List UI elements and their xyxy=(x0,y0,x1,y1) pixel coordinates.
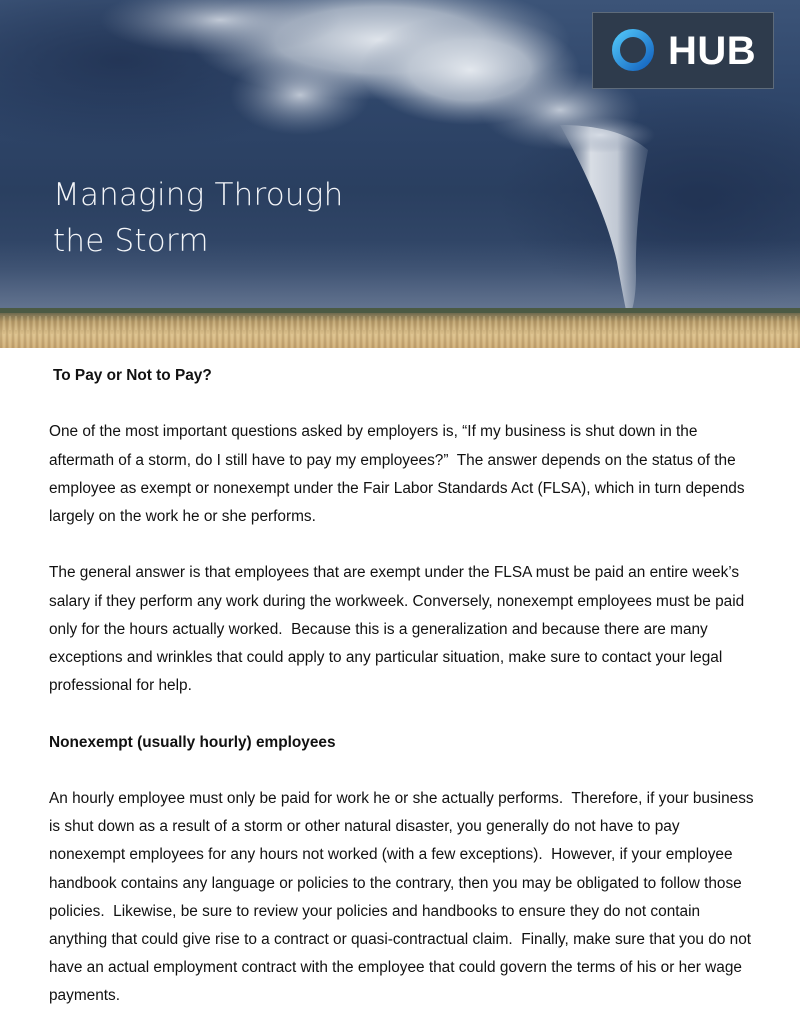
hero-banner xyxy=(0,0,800,348)
hub-ring-icon xyxy=(611,28,655,72)
article-body xyxy=(49,362,759,1035)
section-heading-pay: To Pay or Not to Pay? xyxy=(53,367,212,384)
hub-logo xyxy=(592,12,774,89)
paragraph: The general answer is that employees that are exempt under the FLSA must be paid an entire week’s salary if they perform any work during the workweek. Conversely, nonexempt employees must be paid only for the hours actually worked. Because this is a generalization and because there are many exceptions and wrinkles that could apply to any particular situation, make sure to contact your legal professional for help. xyxy=(49,564,745,695)
hub-logo-text: HUB xyxy=(668,29,757,73)
title-line-1: Managing Through xyxy=(53,177,344,213)
title-line-2: the Storm xyxy=(53,223,209,259)
section-heading-nonexempt: Nonexempt (usually hourly) employees xyxy=(49,733,336,751)
document-title xyxy=(53,172,453,264)
paragraph: One of the most important questions asked by employers is, “If my business is shut down in the aftermath of a storm, do I still have to pay my employees?” The answer depends on the status of the employee as exempt or nonexempt under the Fair Labor Standards Act (FLSA), which in turn depends largely on the work he or she performs. xyxy=(49,423,745,525)
paragraph: An hourly employee must only be paid for work he or she actually performs. Therefore, if your business is shut down as a result of a storm or other natural disaster, you generally do not have to pay nonexempt employees for any hours not worked (with a few exceptions). However, if your employee handbook contains any language or policies to the contrary, then you may be obligated to follow those policies. Likewise, be sure to review your policies and handbooks to ensure they do not contain anything that could give rise to a contract or quasi-contractual claim. Finally, make sure that you do not have an actual employment contract with the employee that could govern the terms of his or her wage payments. xyxy=(49,789,754,1005)
